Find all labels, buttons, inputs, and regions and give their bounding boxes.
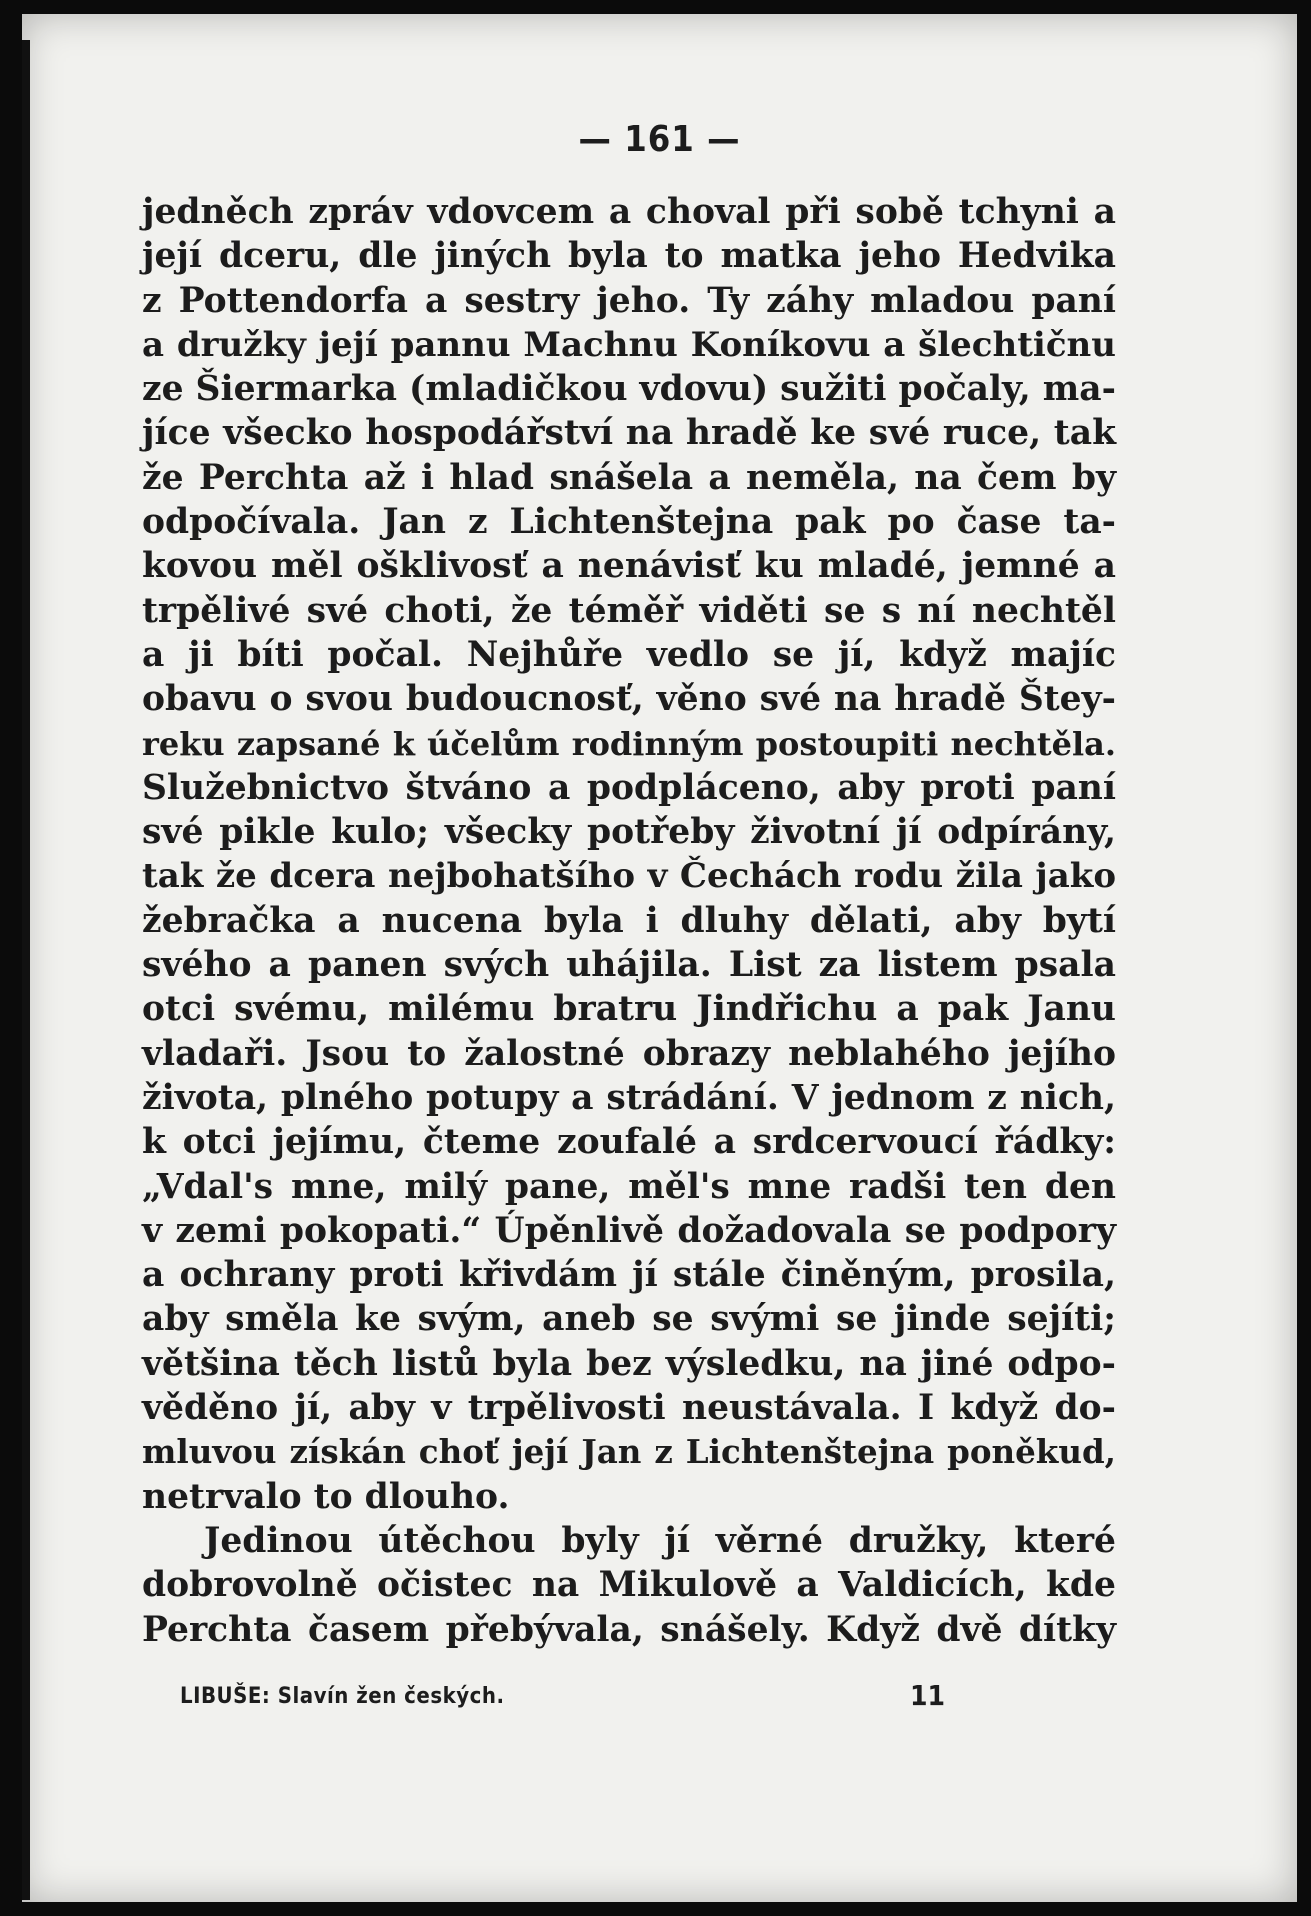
text-line: v zemi pokopati.“ Úpěnlivě dožadovala se podpory — [142, 1210, 1116, 1251]
text-line: většina těch listů byla bez výsledku, na jiné odpo- — [142, 1343, 1116, 1384]
text-line: netrvalo to dlouho. — [142, 1476, 510, 1517]
text-line: trpělivé své choti, že téměř viděti se s ní nechtěl — [142, 590, 1116, 631]
binding-edge — [22, 40, 30, 1900]
text-line: „Vdal's mne, milý pane, měl's mne radši ten den — [142, 1166, 1116, 1207]
text-line: života, plného potupy a strádání. V jednom z nich, — [142, 1077, 1116, 1118]
text-line: otci svému, milému bratru Jindřichu a pak Janu — [142, 989, 1116, 1030]
text-line: kovou měl ošklivosť a nenávisť ku mladé, jemné a — [142, 546, 1116, 587]
text-line: a ochrany proti křivdám jí stále činěným, prosila, — [142, 1255, 1116, 1296]
text-line: a ji bíti počal. Nejhůře vedlo se jí, když majíc — [142, 634, 1116, 675]
text-line: věděno jí, aby v trpělivosti neustávala. I když do- — [142, 1388, 1116, 1429]
text-line: své pikle kulo; všecky potřeby životní jí odpírány, — [142, 812, 1116, 853]
footer-signature-mark: 11 — [910, 1679, 946, 1712]
text-line: jíce všecko hospodářství na hradě ke své ruce, tak — [142, 413, 1116, 454]
text-line: k otci jejímu, čteme zoufalé a srdcervoucí řádky: — [142, 1122, 1116, 1163]
text-line: mluvou získán choť její Jan z Lichtenštejna poněkud, — [142, 1432, 1116, 1472]
text-line: odpočívala. Jan z Lichtenštejna pak po čase ta- — [142, 502, 1116, 543]
text-line: Služebnictvo štváno a podpláceno, aby proti paní — [142, 767, 1116, 808]
footer-source: LIBUŠE: Slavín žen českých. — [180, 1684, 505, 1709]
text-line: že Perchta až i hlad snášela a neměla, na čem by — [142, 457, 1116, 498]
text-line: z Pottendorfa a sestry jeho. Ty záhy mladou paní — [142, 280, 1116, 321]
text-line: obavu o svou budoucnosť, věno své na hradě Štey- — [142, 679, 1116, 720]
text-line: jedněch zpráv vdovcem a choval při sobě tchyni a — [142, 192, 1116, 232]
body-text — [142, 190, 1116, 1652]
text-line: žebračka a nucena byla i dluhy dělati, aby bytí — [142, 900, 1116, 941]
text-line: Perchta časem přebývala, snášely. Když dvě dítky — [142, 1609, 1116, 1650]
text-line: Jedinou útěchou byly jí věrné družky, které — [204, 1520, 1116, 1561]
text-line: vladaři. Jsou to žalostné obrazy neblahého jejího — [142, 1033, 1116, 1074]
book-page — [22, 14, 1297, 1902]
text-line: její dceru, dle jiných byla to matka jeho Hedvika — [142, 236, 1116, 277]
text-line: a družky její pannu Machnu Koníkovu a šlechtičnu — [142, 324, 1116, 365]
text-line: svého a panen svých uhájila. List za listem psala — [142, 945, 1116, 986]
text-line: tak že dcera nejbohatšího v Čechách rodu žila jako — [142, 856, 1116, 897]
text-line: reku zapsané k účelům rodinným postoupiti nechtěla. — [142, 724, 1116, 763]
text-line: dobrovolně očistec na Mikulově a Valdicích, kde — [142, 1565, 1116, 1606]
page-number: — 161 — — [578, 119, 741, 160]
text-line: ze Šiermarka (mladičkou vdovu) sužiti počaly, ma- — [142, 369, 1116, 410]
text-line: aby směla ke svým, aneb se svými se jinde sejíti; — [142, 1299, 1116, 1340]
